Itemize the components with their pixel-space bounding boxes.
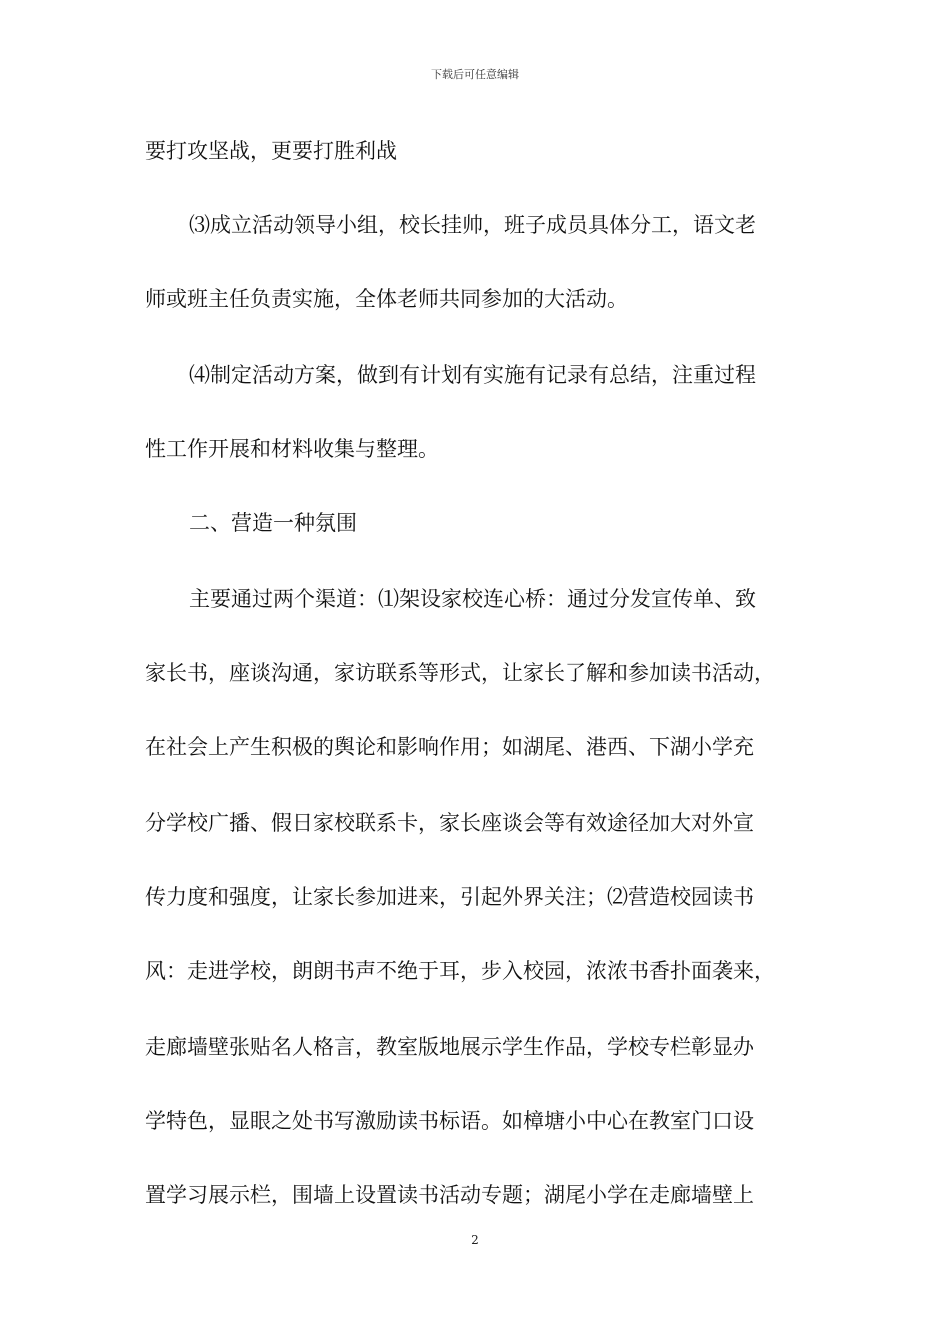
text-line: 学特色，显眼之处书写激励读书标语。如樟塘小中心在教室门口设 (145, 1109, 754, 1133)
text-line: 走廊墙壁张贴名人格言，教室版地展示学生作品，学校专栏彰显办 (145, 1035, 754, 1059)
text-line: 传力度和强度，让家长参加进来，引起外界关注；⑵营造校园读书 (145, 885, 754, 909)
text-line: 师或班主任负责实施，全体老师共同参加的大活动。 (145, 287, 628, 311)
text-line: 家长书，座谈沟通，家访联系等形式，让家长了解和参加读书活动， (145, 661, 775, 685)
text-line: ⑶成立活动领导小组，校长挂帅，班子成员具体分工，语文老 (189, 213, 756, 237)
section-heading: 二、营造一种氛围 (189, 511, 357, 535)
page-number: 2 (471, 1233, 479, 1247)
text-line: ⑷制定活动方案，做到有计划有实施有记录有总结，注重过程 (189, 363, 756, 387)
text-line: 分学校广播、假日家校联系卡，家长座谈会等有效途径加大对外宣 (145, 811, 754, 835)
text-line: 要打攻坚战，更要打胜利战 (145, 139, 397, 163)
text-line: 风：走进学校，朗朗书声不绝于耳，步入校园，浓浓书香扑面袭来， (145, 959, 775, 983)
page-header-note: 下载后可任意编辑 (431, 68, 519, 81)
text-line: 在社会上产生积极的舆论和影响作用；如湖尾、港西、下湖小学充 (145, 735, 754, 759)
text-line: 性工作开展和材料收集与整理。 (145, 437, 439, 461)
text-line: 置学习展示栏，围墙上设置读书活动专题；湖尾小学在走廊墙壁上 (145, 1183, 754, 1207)
text-line: 主要通过两个渠道：⑴架设家校连心桥：通过分发宣传单、致 (189, 587, 756, 611)
